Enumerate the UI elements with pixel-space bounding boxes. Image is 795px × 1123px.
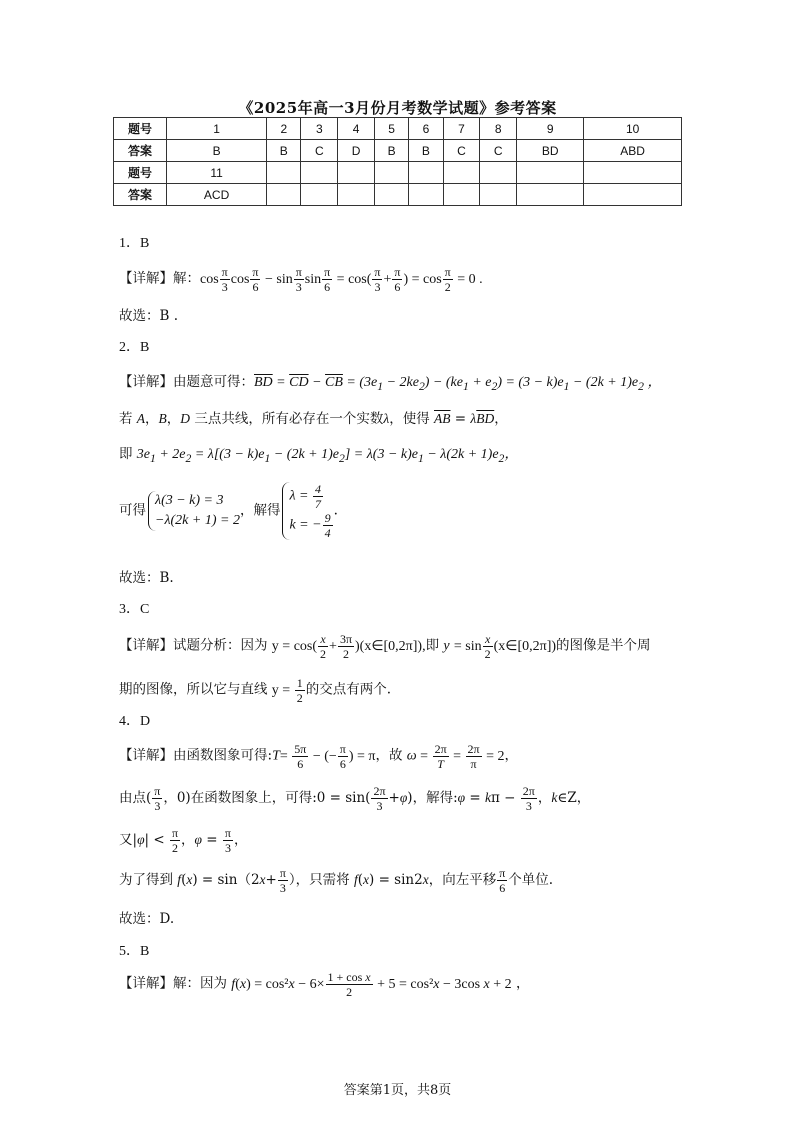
answer-table <box>113 117 682 206</box>
table-cell: 2 <box>267 118 301 140</box>
solution-5-heading: 5．B <box>119 944 150 959</box>
solution-2-heading: 2．B <box>119 340 150 355</box>
table-cell: C <box>301 140 338 162</box>
table-cell: 8 <box>480 118 517 140</box>
solution-1-heading: 1．B <box>119 236 150 251</box>
system-1-eq-1: λ(3 − k) = 3 <box>155 493 224 508</box>
solution-2-line-1 <box>119 370 661 393</box>
table-cell <box>480 162 517 184</box>
table-cell <box>267 184 301 206</box>
table-cell <box>517 184 584 206</box>
solution-4-choice: 故选：D. <box>119 911 175 927</box>
equation-system-1 <box>148 491 240 531</box>
page-title: 《2025年高一3月份月考数学试题》参考答案 <box>238 99 557 117</box>
table-cell: BD <box>517 140 584 162</box>
table-cell: 4 <box>338 118 375 140</box>
equation-system-2: λ = $\frac{4}{7}$ k = − $\frac{9}{4}$ <box>282 482 333 540</box>
table-cell: 1 <box>167 118 267 140</box>
table-cell <box>584 162 682 184</box>
table-cell: B <box>374 140 408 162</box>
solution-4-line-3: 又|φ| < $\frac{\pi}{2}$ ，φ = $\frac{\pi}{3}$ ， <box>119 826 248 855</box>
table-cell: ABD <box>584 140 682 162</box>
system-1-eq-2: −λ(2k + 1) = 2 <box>155 513 240 528</box>
table-cell <box>267 162 301 184</box>
solution-4-heading: 4．D <box>119 714 151 729</box>
table-cell <box>301 184 338 206</box>
table-cell: 5 <box>374 118 408 140</box>
table-cell: 3 <box>301 118 338 140</box>
table-row <box>114 184 682 206</box>
table-cell: D <box>338 140 375 162</box>
table-cell <box>443 162 480 184</box>
solution-3-line-2: 期的图像，所以它与直线 y = $\frac{1}{2}$ 的交点有两个. <box>119 676 391 705</box>
table-cell: 10 <box>584 118 682 140</box>
table-row-label: 答案 <box>114 140 167 162</box>
solution-1-text <box>119 265 483 294</box>
solution-2-choice: 故选：B. <box>119 570 174 586</box>
table-cell <box>338 162 375 184</box>
solution-2-line-4: 可得λ(3 − k) = 3 −λ(2k + 1) = 2，解得λ = $\frac{4}{7}$ k = − $\frac{9}{4}$ . <box>119 482 338 540</box>
table-row <box>114 118 682 140</box>
table-cell <box>301 162 338 184</box>
table-cell: 11 <box>167 162 267 184</box>
solution-1-prefix: 【详解】解： <box>119 270 200 287</box>
solution-3-heading: 3．C <box>119 602 150 617</box>
solution-4-line-4: 为了得到 f(x) = sin（2x+ $\frac{\pi}{3}$ ），只需将 f(x) = sin2x，向左平移 $\frac{\pi}{6}$ 个单位. <box>119 866 554 895</box>
solution-4-line-2: 由点( $\frac{\pi}{3}$ ，0)在函数图象上，可得:0 = sin( $\frac{2\pi}{3}$ +φ)，解得:φ = kπ − $\frac{2\pi}{3}$ ，k∈Z， <box>119 784 591 813</box>
solution-5-line-1: 【详解】解：因为 f(x) = cos²x − 6× $\frac{\text{1 + cos x}}{2}$ + 5 = cos²x − 3cos x + 2 ， <box>119 970 530 999</box>
table-row-label: 题号 <box>114 118 167 140</box>
table-cell: C <box>480 140 517 162</box>
table-cell <box>374 162 408 184</box>
table-cell <box>409 162 443 184</box>
solution-3-line-1: 【详解】试题分析：因为 y = cos( $\frac{x}{2}$ + $\frac{3\pi}{2}$ )(x∈[0,2π]),即 y = sin $\frac{x}{2}$ (x∈[0,2π])的图像是半个周 <box>119 632 651 661</box>
page-footer: 答案第1页，共8页 <box>343 1083 452 1098</box>
solution-2-vector-eq: $\overline{BD} = \overline{CD} - \overline{CB} = (3e_1 - 2ke_2) - (ke_1 + e_2) = (3 - k)e_1 - (2k + 1)e_2$ ， <box>254 375 662 393</box>
table-cell: ACD <box>167 184 267 206</box>
solution-2-get: 可得 <box>119 502 146 519</box>
solution-4-line-1: 【详解】由函数图象可得:T= $\frac{5\pi}{6}$ − (− $\frac{\pi}{6}$ ) = π，故 ω = $\frac{2\pi}{T}$ = $\frac{2\pi}{\pi}$ = 2， <box>119 742 519 771</box>
solution-1-choice: 故选：B . <box>119 308 179 324</box>
table-cell <box>338 184 375 206</box>
table-cell <box>584 184 682 206</box>
table-cell <box>480 184 517 206</box>
table-cell: 6 <box>409 118 443 140</box>
table-cell: C <box>443 140 480 162</box>
table-row <box>114 140 682 162</box>
table-cell: B <box>267 140 301 162</box>
solution-1-formula: cos $\frac{\pi}{3}$ cos $\frac{\pi}{6}$ − sin $\frac{\pi}{3}$ sin $\frac{\pi}{6}$ = cos( $\frac{\pi}{3}$ + $\frac{\pi}{6}$ ) = cos $\frac{\pi}{2}$ = 0 . <box>200 265 483 294</box>
table-cell <box>374 184 408 206</box>
table-row-label: 题号 <box>114 162 167 184</box>
table-cell <box>517 162 584 184</box>
solution-2-line-3: 即 $3e_1 + 2e_2 = \lambda[(3 - k)e_1 - (2k + 1)e_2] = \lambda(3 - k)e_1 - \lambda(2k + 1)e_2$， <box>119 446 519 465</box>
table-row-label: 答案 <box>114 184 167 206</box>
table-cell: 7 <box>443 118 480 140</box>
solution-2-solve: ，解得 <box>239 502 281 519</box>
table-cell: 9 <box>517 118 584 140</box>
table-cell: B <box>409 140 443 162</box>
table-cell <box>409 184 443 206</box>
solution-2-prefix: 【详解】由题意可得： <box>119 374 254 390</box>
table-row <box>114 162 682 184</box>
table-cell: B <box>167 140 267 162</box>
solution-2-line-2: 若 A，B，D 三点共线，所有必存在一个实数λ，使得 $\overline{AB} = \lambda\overline{BD}$， <box>119 411 508 427</box>
table-cell <box>443 184 480 206</box>
